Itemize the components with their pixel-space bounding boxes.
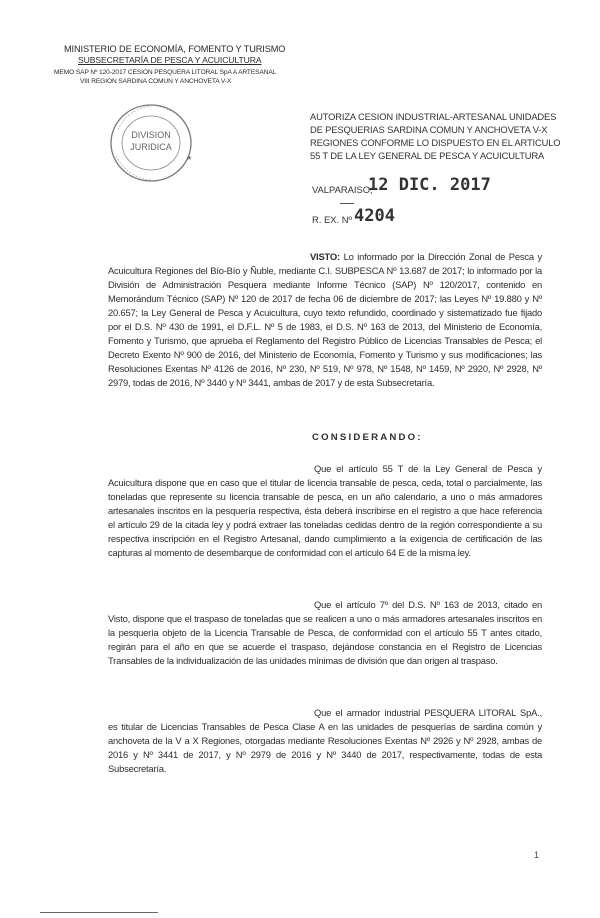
ministry-name: MINISTERIO DE ECONOMÍA, FOMENTO Y TURISMO bbox=[64, 44, 286, 54]
memo-reference-line2: VIII REGION SARDINA COMUN Y ANCHOVETA V-X bbox=[80, 78, 232, 85]
place-label: VALPARAISO, bbox=[312, 184, 373, 195]
considerando-paragraph-3: Que el armador industrial PESQUERA LITORAL SpA., es titular de Licencias Transables de Pesca Clase A en las unidades de pesquerías de sardina común y anchoveta de la V a X Regiones, otorgadas mediante Resoluciones Exentas Nº 2926 y Nº 2928, ambas de 2016 y Nº 3441 de 2017, y Nº 2979 de 2016 y Nº 3440 de 2017, respectivamente, todas de esta Subsecretaría. bbox=[108, 707, 542, 774]
date-stamp: 12 DIC. 2017 bbox=[368, 175, 491, 195]
star-icon: ★ bbox=[186, 154, 193, 162]
exento-label: R. EX. Nº bbox=[312, 214, 352, 225]
page-number: 1 bbox=[534, 850, 540, 860]
title-line: AUTORIZA CESION INDUSTRIAL-ARTESANAL UNIDADES bbox=[310, 111, 557, 122]
footer-rule bbox=[40, 912, 158, 913]
title-line: 55 T DE LA LEY GENERAL DE PESCA Y ACUICULTURA bbox=[310, 150, 545, 161]
visto-paragraph bbox=[108, 250, 542, 390]
considerando-paragraph-1: Que el artículo 55 T de la Ley General de Pesca y Acuicultura dispone que en caso que el titular de licencia transable de pesca, ceda, total o parcialmente, las toneladas que represente su licencia transable de pesca, en un año calendario, a uno o más armadores artesanales inscritos en la pesquería respectiva, ésta deberá inscribirse en el registro a que hace referencia el artículo 29 de la citada ley y podrá extraer las toneladas cedidas dentro de la región correspondiente a su respectiva inscripción en el Registro Artesanal, dando cumplimiento a la exigencia de certificación de las capturas al momento de desembarque de conformidad con el artículo 64 E de la misma ley. bbox=[108, 463, 542, 558]
title-line: REGIONES CONFORME LO DISPUESTO EN EL ARTICULO bbox=[310, 137, 561, 148]
exento-number: 4204 bbox=[354, 206, 395, 226]
divider-mark bbox=[340, 203, 354, 204]
considerando-paragraph-2: Que el artículo 7º del D.S. Nº 163 de 2013, citado en Visto, dispone que el traspaso de toneladas que se realicen a uno o más armadores artesanales inscritos en la pesquería objeto de la Licencia Transable de Pesca, de conformidad con el artículo 55 T antes citado, regirán para el año en que se acuerde el traspaso, dejándose constancia en el Registro de Licencias Transables de la individualización de las unidades mínimas de división que dan origen al traspaso. bbox=[108, 599, 542, 666]
visto-text: Lo informado por la Dirección Zonal de Pesca y Acuicultura Regiones del Bío-Bío y Ñuble, mediante C.I. SUBPESCA Nº 13.687 de 2017; lo informado por la División de Administración Pesquera mediante Informe Técnico (SAP) Nº 120/2017, contenido en Memorándum Técnico (SAP) Nº 120 de 2017 de fecha 06 de diciembre de 2017; las Leyes Nº 19.880 y Nº 20.657; la Ley General de Pesca y Acuicultura, cuyo texto refundido, coordinado y sistematizado fue fijado por el D.S. Nº 430 de 1991, el D.F.L. Nº 5 de 1983, el D.S. Nº 163 de 2013, del Ministerio de Economía, Fomento y Turismo, que aprueba el Reglamento del Registro Público de Licencias Transables de Pesca; el Decreto Exento Nº 900 de 2016, del Ministerio de Economía, Fomento y Turismo y sus modificaciones; las Resoluciones Exentas Nº 4126 de 2016, Nº 230, Nº 519, Nº 978, Nº 1548, Nº 1459, Nº 2920, Nº 2928, Nº 2979, todas de 2016, Nº 3440 y Nº 3441, ambas de 2017 y de esta Subsecretaría. bbox=[108, 251, 542, 388]
visto-lead: VISTO: bbox=[310, 251, 340, 262]
considerando-heading: CONSIDERANDO: bbox=[312, 432, 423, 443]
title-line: DE PESQUERIAS SARDINA COMUN Y ANCHOVETA V-X bbox=[310, 124, 548, 135]
stamp-text-line1: DIVISION bbox=[131, 130, 171, 140]
juridica-stamp bbox=[106, 100, 196, 186]
resolution-title bbox=[310, 110, 580, 162]
letterhead bbox=[40, 44, 340, 86]
memo-reference-line1: MEMO SAP Nº 120-2017 CESION PESQUERA LITORAL SpA A ARTESANAL bbox=[54, 69, 277, 76]
stamp-text-line2: JURIDICA bbox=[130, 142, 172, 152]
subsecretaria-name: SUBSECRETARÍA DE PESCA Y ACUICULTURA bbox=[78, 55, 262, 65]
